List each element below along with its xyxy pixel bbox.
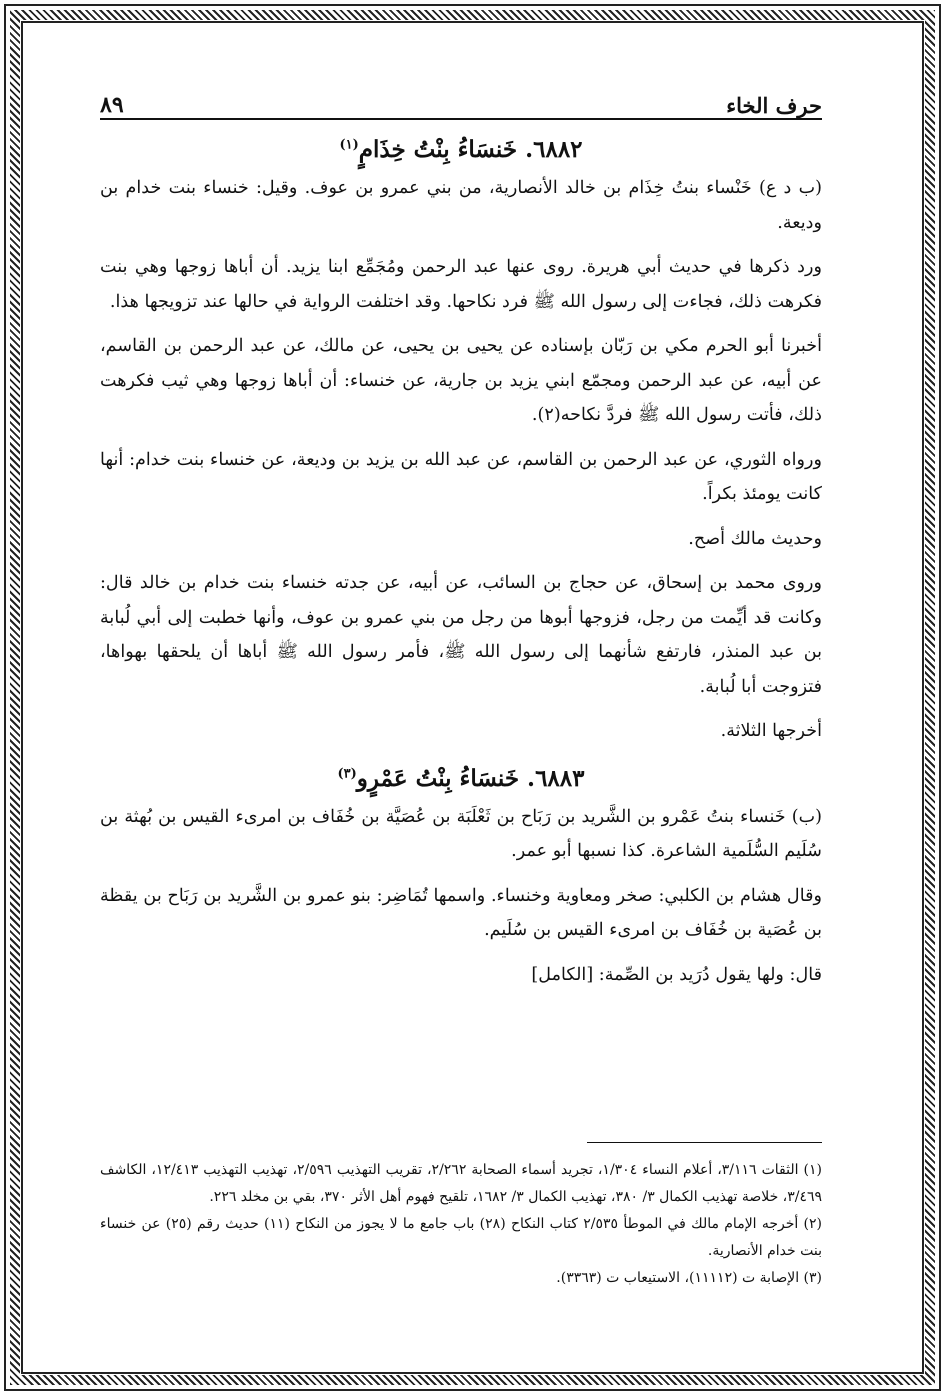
paragraph: وقال هشام بن الكلبي: صخر ومعاوية وخنساء. واسمها تُمَاضِر: بنو عمرو بن الشَّريد بن رَبَاح بن يقظة بن عُصَية بن خُفَاف بن امرىء القيس بن سُلَيم.	[100, 885, 822, 940]
running-header	[100, 82, 822, 120]
page-number: ٨٩	[100, 92, 124, 118]
paragraph: (ب) خَنساء بنتُ عَمْرو بن الشَّريد بن رَبَاح بن ثَعْلَبَة بن عُصَيَّة بن خُفَاف بن امرىء القيس بن بُهثة بن سُلَيم السُّلَمية الشاعرة. كذا نسبها أبو عمر.	[100, 806, 822, 861]
entry-heading: ٦٨٨٢. خَنسَاءُ بِنْتُ خِذَامٍ	[358, 136, 583, 163]
footnote: (٢) أخرجه الإمام مالك في الموطأ ٢/٥٣٥ كتاب النكاح (٢٨) باب جامع ما لا يجوز من النكاح (١١) حديث رقم (٢٥) عن خنساء بنت خدام الأنصارية.	[100, 1216, 823, 1259]
paragraph: وحديث مالك أصح.	[688, 528, 822, 549]
paragraph: أخرجها الثلاثة.	[720, 721, 822, 741]
footnotes	[100, 1142, 822, 1292]
paragraph: ورواه الثوري، عن عبد الرحمن بن القاسم، عن عبد الله بن يزيد بن وديعة، عن خنساء بنت خدام: أنها كانت يومئذ بكراً.	[100, 449, 822, 504]
entry-title	[100, 136, 822, 163]
paragraph: وروى محمد بن إسحاق، عن حجاج بن السائب، عن أبيه، عن جدته خنساء بنت خدام بن خالد قال: وكانت قد أيِّمت من رجل، فزوجها أبوها من رجل من بني عمرو بن عوف، وأنها خطبت إلى أبي لُبابة بن عبد المنذر، فارتفع شأنهما إلى رسول الله ﷺ، فأمر رسول الله ﷺ أباها أن يلحقها بهواها، فتزوجت أبا لُبابة.	[100, 573, 822, 697]
footnote: (١) الثقات ٣/١١٦، أعلام النساء ١/٣٠٤، تجريد أسماء الصحابة ٢/٢٦٢، تقريب التهذيب ٢/٥٩٦، تهذيب التهذيب ١٢/٤١٣، الكاشف ٣/٤٦٩، خلاصة تهذيب الكمال ٣/ ٣٨٠، تهذيب الكمال ٣/ ١٦٨٢، تلقيح فهوم أهل الأثر ٣٧٠، بقي بن مخلد ٢٢٦.	[100, 1162, 822, 1205]
footnote-divider	[587, 1142, 822, 1143]
entry-heading: ٦٨٨٣. خَنسَاءُ بِنْتُ عَمْرٍو	[356, 764, 585, 792]
paragraph: أخبرنا أبو الحرم مكي بن رَبّان بإسناده عن يحيى بن يحيى، عن مالك، عن عبد الرحمن بن القاسم، عن أبيه، عن عبد الرحمن ومجمّع ابني يزيد بن جارية، عن خنساء: أن أباها زوجها وهي ثيب فكرهت ذلك، فأتت رسول الله ﷺ فردَّ نكاحه(٢).	[100, 336, 822, 425]
chapter-title: حرف الخاء	[726, 93, 822, 118]
footnote: (٣) الإصابة ت (١١١١٢)، الاستيعاب ت (٣٣٦٣).	[556, 1270, 822, 1286]
paragraph: ورد ذكرها في حديث أبي هريرة. روى عنها عبد الرحمن ومُجَمِّع ابنا يزيد. أن أباها زوجها وهي بنت فكرهت ذلك، فجاءت إلى رسول الله ﷺ فرد نكاحها. وقد اختلفت الرواية في حالها عند تزويجها هذا.	[100, 257, 822, 312]
paragraph: (ب د ع) خَنْساء بنتُ خِذَام بن خالد الأنصارية، من بني عمرو بن عوف. وقيل: خنساء بنت خدام بن وديعة.	[100, 178, 822, 233]
paragraph: قال: ولها يقول دُرَيد بن الصِّمة: [الكامل]	[531, 964, 822, 985]
footnote-ref: (١)	[339, 137, 359, 153]
footnote-ref: (٣)	[337, 765, 357, 781]
entry-title	[100, 765, 822, 792]
page-content	[100, 82, 823, 1286]
